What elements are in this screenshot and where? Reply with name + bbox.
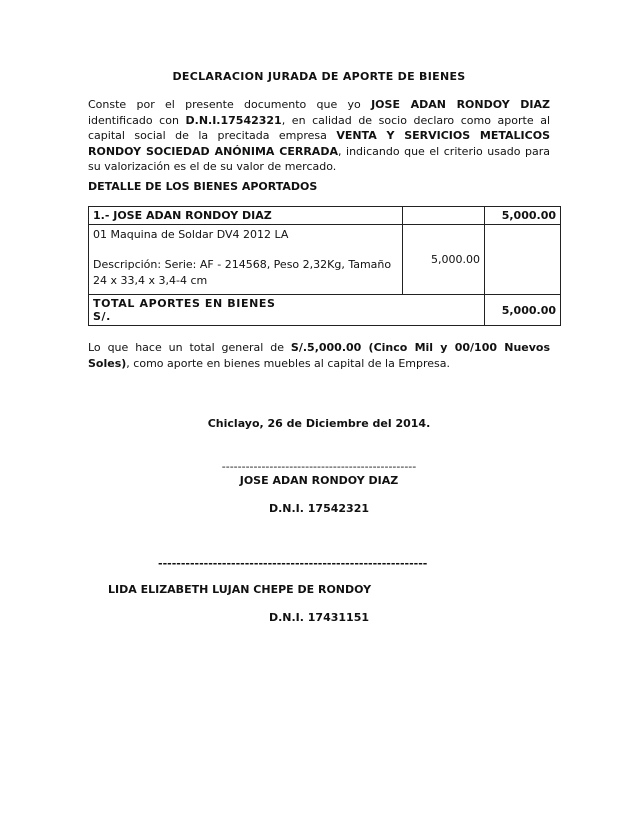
section-subtitle: DETALLE DE LOS BIENES APORTADOS [88,180,318,193]
item-value-cell: 5,000.00 [403,225,485,295]
total-value-cell: 5,000.00 [485,295,561,326]
intro-paragraph [88,97,550,175]
signatory-dni-1: D.N.I. 17542321 [268,502,370,515]
signatory-name-2: LIDA ELIZABETH LUJAN CHEPE DE RONDOY [108,583,372,596]
signatory-name-1: JOSE ADAN RONDOY DIAZ [239,474,399,487]
closing-text-1: Lo que hace un total general de [88,341,291,354]
date-line: Chiclayo, 26 de Diciembre del 2014. [207,417,431,430]
total-label-line1: TOTAL APORTES EN BIENES [93,297,276,310]
total-amount: S/.5,000.00 (Cinco Mil y 00/100 Nuevos Soles) [88,341,551,370]
item-name: 01 Maquina de Soldar DV4 2012 LA [93,228,289,241]
empty-item-cell [485,225,561,295]
item-description: Descripción: Serie: AF - 214568, Peso 2,32Kg, Tamaño 24 x 33,4 x 3,4-4 cm [93,258,392,287]
intro-text-4: , indicando que el criterio usado para su valorización es el de su valor de mercado. [88,144,550,173]
total-label-cell [89,295,485,326]
empty-header-cell [403,207,485,225]
signature-line-2: ----------------------------------------------------------- [158,557,428,570]
signature-line-1: ------------------------------------------------- [221,460,417,473]
table-header-row [89,207,561,225]
closing-text-2: , como aporte en bienes muebles al capital de la Empresa. [126,356,450,370]
intro-text-3: , en calidad de socio declaro como aporte al capital social de la precitada empresa [88,113,550,142]
total-label-line2: S/. [93,310,111,323]
table-row [89,225,561,295]
closing-paragraph [88,340,550,371]
signatory-dni-2: D.N.I. 17431151 [268,611,370,624]
declarant-name: JOSE ADAN RONDOY DIAZ [371,98,550,111]
declarant-dni: D.N.I.17542321 [185,113,282,127]
company-name: VENTA Y SERVICIOS METALICOS RONDOY SOCIEDAD ANÓNIMA CERRADA [88,129,550,158]
item-cell [89,225,403,295]
owner-total-cell: 5,000.00 [485,207,561,225]
owner-cell: 1.- JOSE ADAN RONDOY DIAZ [89,207,403,225]
intro-text-1: Conste por el presente documento que yo [88,98,372,111]
goods-table [88,206,561,326]
table-total-row [89,295,561,326]
intro-text-2: identificado con [88,113,186,127]
document-title: DECLARACION JURADA DE APORTE DE BIENES [172,70,466,83]
